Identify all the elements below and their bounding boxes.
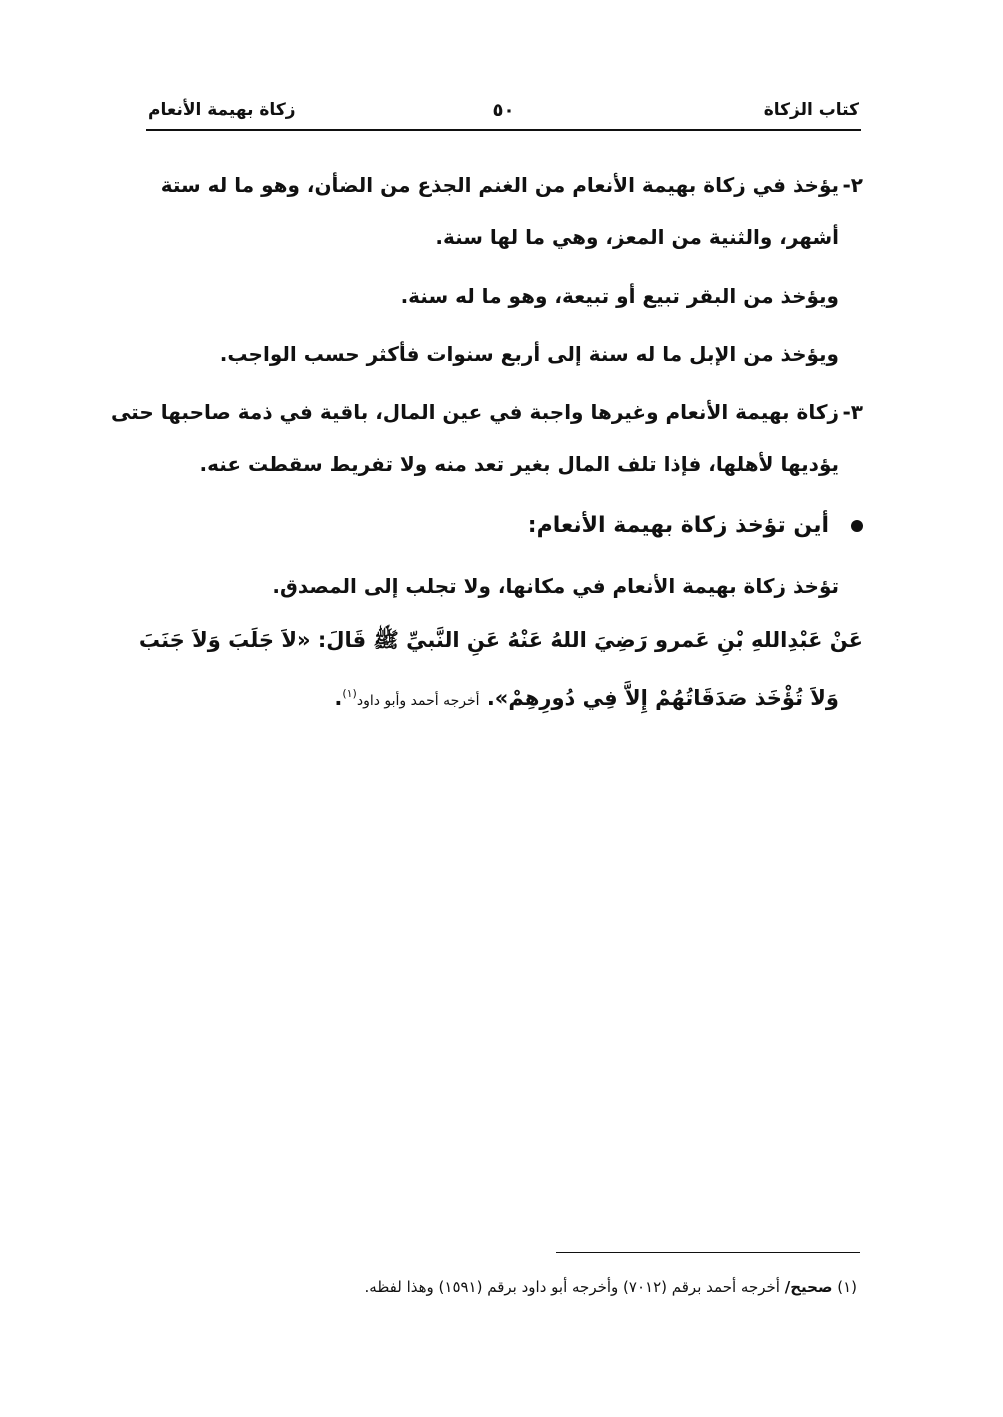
paragraph-cattle: ويؤخذ من البقر تبيع أو تبيعة، وهو ما له سنة. (400, 284, 839, 308)
footnote-text: أخرجه أحمد برقم (٧٠١٢) وأخرجه أبو داود برقم (١٥٩١) وهذا لفظه. (364, 1278, 780, 1296)
page-number: ٥٠ (492, 100, 515, 121)
section-heading (528, 498, 863, 554)
heading-text: أين تؤخذ زكاة بهيمة الأنعام: (527, 513, 829, 538)
paragraph-line: يؤخذ في زكاة بهيمة الأنعام من الغنم الجذع من الضأن، وهو ما له ستة (160, 173, 839, 197)
footnote (365, 1278, 857, 1296)
list-number: ٣- (842, 400, 863, 424)
footnote-grade: صحيح/ (784, 1278, 833, 1296)
footnote-number: (١) (837, 1278, 857, 1296)
hadith-line-2 (334, 666, 839, 729)
paragraph-camels: ويؤخذ من الإبل ما له سنة إلى أربع سنوات فأكثر حسب الواجب. (219, 342, 839, 366)
hadith-text: وَلاَ تُؤْخَذ صَدَقَاتُهُمْ إِلاَّ فِي دُورِهِمْ». (486, 686, 839, 710)
footnote-rule (556, 1252, 860, 1253)
bullet-icon (851, 520, 863, 532)
hadith-line-1: عَنْ عَبْدِاللهِ بْنِ عَمرو رَضِيَ اللهُ عَنْهُ عَنِ النَّبيِّ ﷺ قَالَ: «لاَ جَلَبَ وَلاَ جَنَبَ (138, 628, 863, 652)
paragraph-line: أشهر، والثنية من المعز، وهي ما لها سنة. (435, 225, 839, 249)
footnote-ref: (١) (342, 687, 357, 700)
hadith-attribution: أخرجه أحمد وأبو داود (356, 693, 480, 709)
paragraph-line: يؤديها لأهلها، فإذا تلف المال بغير تعد منه ولا تفريط سقطت عنه. (199, 452, 839, 476)
paragraph-line: زكاة بهيمة الأنعام وغيرها واجبة في عين المال، باقية في ذمة صاحبها حتى (110, 400, 839, 424)
list-number: ٢- (842, 173, 863, 197)
chapter-title: زكاة بهيمة الأنعام (148, 100, 296, 120)
paragraph-place: تؤخذ زكاة بهيمة الأنعام في مكانها، ولا تجلب إلى المصدق. (272, 574, 839, 598)
main-text (110, 0, 863, 1417)
book-title: كتاب الزكاة (763, 100, 859, 120)
sentence-end: . (334, 686, 343, 710)
